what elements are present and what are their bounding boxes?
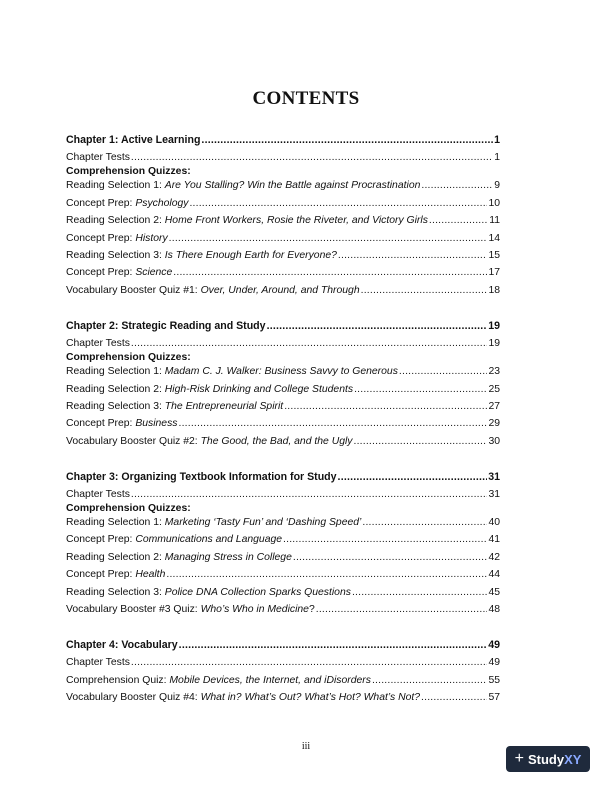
chapter-section [66,320,500,448]
dot-leader [361,284,488,297]
toc-entry-title: Madam C. J. Walker: Business Savvy to Generous [164,366,398,378]
dot-leader [338,471,488,484]
chapter-tests-page: 19 [488,338,500,350]
dot-leader [283,533,487,546]
chapter-tests-page: 31 [488,489,500,501]
toc-entry-title: The Entrepreneurial Spirit [164,400,284,412]
toc-entry-label [66,691,420,704]
toc-entry-page: 30 [488,435,500,447]
dot-leader [293,551,488,564]
toc-entry-page: 29 [488,418,500,430]
toc-entry-label [66,365,398,378]
toc-entry-prefix: Reading Selection 3: [66,249,165,261]
dot-leader [372,674,487,687]
toc-entry[interactable] [66,551,500,564]
toc-entry-page: 41 [488,534,500,546]
chapter-tests-page: 1 [494,152,500,164]
toc-entry-label [66,516,361,529]
toc-entry[interactable] [66,284,500,297]
toc-entry[interactable] [66,249,500,262]
chapter-tests-page: 49 [488,657,500,669]
toc-entry[interactable] [66,365,500,378]
chapter-heading-page: 31 [488,470,500,483]
toc-entry-label [66,232,168,245]
toc-entry-label [66,674,371,687]
toc-entry[interactable] [66,214,500,227]
toc-entry-label [66,417,177,430]
toc-entry-label [66,197,188,210]
chapter-heading-label: Chapter 3: Organizing Textbook Information for Study [66,470,337,483]
page-title: CONTENTS [252,88,360,109]
toc-entry-prefix: Concept Prep: [66,418,136,430]
toc-entry-prefix: Reading Selection 3: [66,400,165,412]
toc-entry-page: 15 [488,249,500,261]
toc-entry-title: Science [135,267,173,279]
toc-entry[interactable] [66,179,500,192]
dot-leader [352,586,488,599]
dot-leader [173,266,487,279]
chapter-heading-page: 49 [488,639,500,652]
toc-entry-title: Is There Enough Earth for Everyone? [164,249,337,261]
toc-entry-prefix: Comprehension Quiz: [66,674,170,686]
dot-leader [189,197,487,210]
toc-entry-prefix: Reading Selection 3: [66,586,165,598]
toc-entry-title: High-Risk Drinking and College Students [164,383,354,395]
toc-entry-title: Over, Under, Around, and Through [200,284,360,296]
toc-entry-label [66,603,315,616]
dot-leader [421,691,487,704]
toc-entry-prefix: Concept Prep: [66,534,136,546]
toc-entry-title: History [135,232,168,244]
dot-leader [131,656,488,669]
dot-leader [131,488,488,501]
studyxy-logo[interactable] [506,746,590,772]
toc-entry-title: Marketing ‘Tasty Fun’ and ‘Dashing Speed’ [164,517,362,529]
chapter-tests-label: Chapter Tests [66,657,130,669]
dot-leader [284,400,487,413]
toc-entry-label [66,568,165,581]
toc-entry-title: Are You Stalling? Win the Battle against Procrastination [164,180,421,192]
toc-entry-title: Managing Stress in College [164,551,292,563]
chapter-tests-label: Chapter Tests [66,338,130,350]
toc-entry-title: Health [135,569,166,581]
toc-entry-title: Business [135,418,178,430]
dot-leader [354,383,487,396]
toc-entry-title: Who’s Who in Medicine [200,604,309,616]
toc-entry-suffix: ? [308,604,315,616]
chapter-tests-entry[interactable] [66,151,500,164]
toc-entry-prefix: Vocabulary Booster #3 Quiz: [66,604,201,616]
toc-entry-page: 18 [488,284,500,296]
toc-entry-prefix: Concept Prep: [66,267,136,279]
toc-entry[interactable] [66,603,500,616]
toc-entry-page: 57 [488,692,500,704]
toc-entry-title: The Good, the Bad, and the Ugly [200,435,353,447]
toc-entry-page: 10 [488,197,500,209]
dot-leader [362,516,487,529]
toc-entry[interactable] [66,435,500,448]
chapter-heading-label: Chapter 1: Active Learning [66,134,201,146]
table-of-contents [66,134,500,709]
toc-entry-label [66,249,337,262]
dot-leader [131,151,493,164]
dot-leader [131,337,488,350]
toc-entry[interactable] [66,383,500,396]
toc-entry-page: 14 [488,232,500,244]
toc-entry-prefix: Reading Selection 1: [66,180,165,192]
chapter-heading[interactable] [66,134,500,147]
dot-leader [316,603,488,616]
toc-entry-page: 23 [488,366,500,378]
comprehension-quizzes-subhead: Comprehension Quizzes: [66,166,191,178]
comprehension-quizzes-subhead: Comprehension Quizzes: [66,352,191,364]
toc-entry-page: 11 [489,215,500,227]
toc-entry-prefix: Concept Prep: [66,569,136,581]
toc-entry-label [66,383,353,396]
toc-entry-page: 55 [488,674,500,686]
dot-leader [179,639,488,652]
toc-entry-prefix: Concept Prep: [66,232,136,244]
toc-entry-title: Mobile Devices, the Internet, and iDisorders [169,674,371,686]
toc-entry-prefix: Reading Selection 2: [66,551,165,563]
chapter-tests-entry[interactable] [66,488,500,501]
toc-entry-page: 48 [488,604,500,616]
dot-leader [178,417,487,430]
toc-entry-page: 44 [488,569,500,581]
logo-text: StudyXY [527,751,582,767]
toc-entry[interactable] [66,674,500,687]
toc-entry-label [66,586,351,599]
toc-entry-label [66,435,353,448]
toc-entry-prefix: Reading Selection 2: [66,215,165,227]
toc-entry-label [66,533,282,546]
toc-entry-title: Police DNA Collection Sparks Questions [164,586,351,598]
toc-entry-title: Psychology [135,197,189,209]
toc-entry-prefix: Reading Selection 1: [66,366,165,378]
toc-entry-label [66,551,292,564]
toc-entry-prefix: Reading Selection 1: [66,517,165,529]
chapter-section [66,471,500,616]
toc-entry[interactable] [66,417,500,430]
chapter-heading-label: Chapter 4: Vocabulary [66,639,178,652]
toc-entry-prefix: Vocabulary Booster Quiz #2: [66,435,201,447]
chapter-heading-page: 1 [494,134,500,146]
dot-leader [166,568,487,581]
dot-leader [169,232,488,245]
toc-entry-label [66,400,283,413]
toc-entry[interactable] [66,691,500,704]
dot-leader [429,214,488,227]
toc-entry-prefix: Reading Selection 2: [66,383,165,395]
toc-entry[interactable] [66,400,500,413]
dot-leader [201,134,493,147]
dot-leader [267,320,488,333]
dot-leader [399,365,488,378]
toc-entry[interactable] [66,516,500,529]
toc-entry-title: Communications and Language [135,534,283,546]
toc-entry[interactable] [66,232,500,245]
chapter-heading-label: Chapter 2: Strategic Reading and Study [66,319,266,332]
chapter-heading[interactable] [66,320,500,333]
toc-entry[interactable] [66,266,500,279]
toc-entry-page: 9 [494,180,500,192]
toc-entry-label [66,214,428,227]
toc-entry-label [66,179,420,192]
toc-entry[interactable] [66,586,500,599]
toc-entry[interactable] [66,568,500,581]
toc-entry[interactable] [66,197,500,210]
toc-entry-prefix: Vocabulary Booster Quiz #1: [66,284,201,296]
chapter-heading[interactable] [66,639,500,652]
toc-entry-label [66,266,172,279]
toc-entry-page: 42 [488,551,500,563]
toc-entry-prefix: Vocabulary Booster Quiz #4: [66,692,201,704]
chapter-tests-entry[interactable] [66,656,500,669]
chapter-tests-entry[interactable] [66,337,500,350]
chapter-section [66,639,500,704]
toc-entry-page: 40 [488,517,500,529]
chapter-section [66,134,500,297]
toc-entry[interactable] [66,533,500,546]
plus-icon: + [514,750,524,767]
toc-entry-page: 27 [488,400,500,412]
toc-entry-page: 17 [488,267,500,279]
chapter-heading[interactable] [66,471,500,484]
toc-entry-label [66,284,360,297]
toc-entry-title: Home Front Workers, Rosie the Riveter, and Victory Girls [164,215,428,227]
chapter-tests-label: Chapter Tests [66,489,130,501]
toc-entry-page: 45 [488,586,500,598]
toc-entry-page: 25 [488,383,500,395]
toc-entry-title: What in? What’s Out? What’s Hot? What’s Not? [200,692,421,704]
comprehension-quizzes-subhead: Comprehension Quizzes: [66,503,191,515]
chapter-tests-label: Chapter Tests [66,152,130,164]
dot-leader [338,249,488,262]
toc-entry-prefix: Concept Prep: [66,197,136,209]
page-number: iii [301,741,311,752]
dot-leader [421,179,493,192]
dot-leader [354,435,488,448]
chapter-heading-page: 19 [488,319,500,332]
